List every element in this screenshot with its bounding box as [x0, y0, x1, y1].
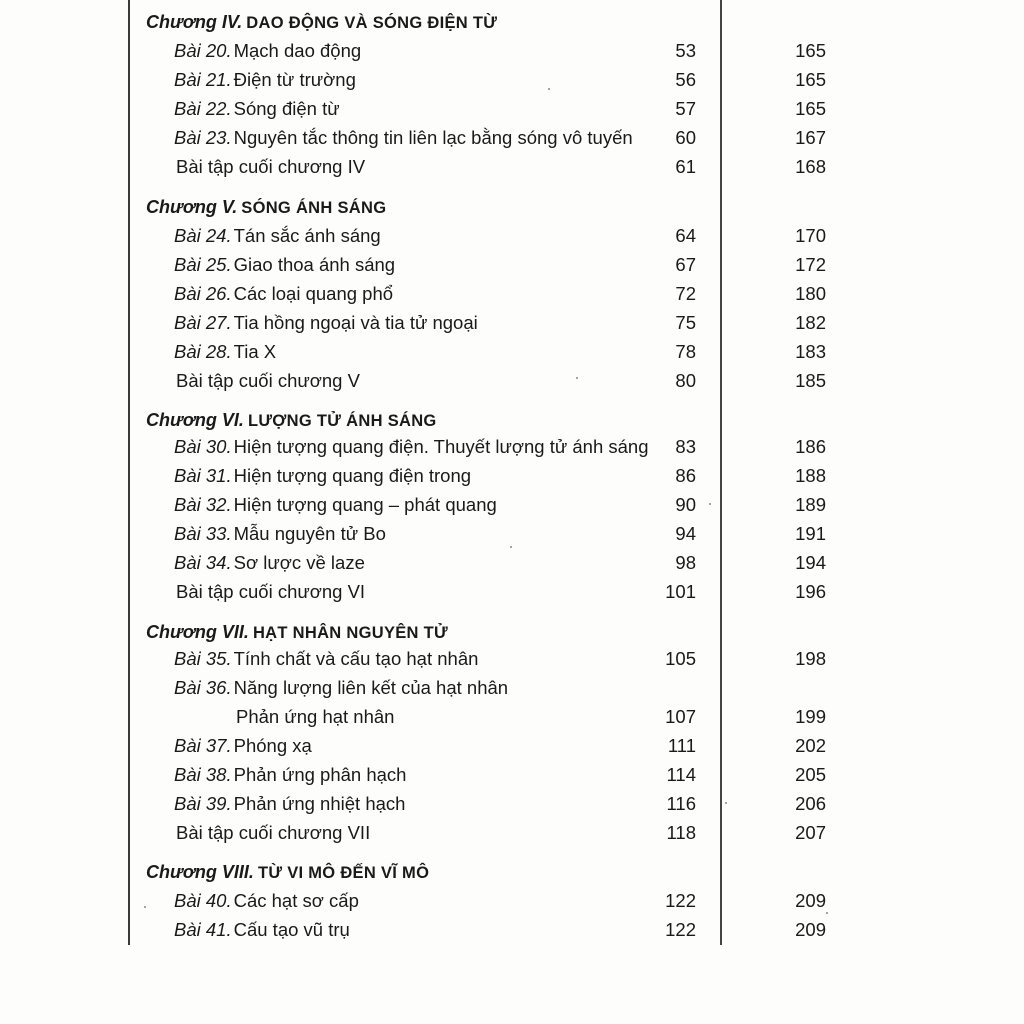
- chapter-heading[interactable]: [0, 406, 1024, 434]
- lesson-entry: [174, 367, 360, 395]
- scan-speck: [144, 906, 146, 908]
- solution-page-number: 172: [795, 254, 826, 275]
- lesson-number: Bài 28.: [174, 341, 232, 362]
- problem-page-number: 61: [675, 156, 696, 177]
- lesson-title: Hiện tượng quang – phát quang: [233, 494, 497, 515]
- chapter-exercises-row[interactable]: [0, 578, 1024, 606]
- chapter-label: Chương VI. LƯỢNG TỬ ÁNH SÁNG: [146, 410, 437, 430]
- lesson-entry: [174, 520, 386, 548]
- lesson-title: Sơ lược về laze: [233, 552, 365, 573]
- chapter-label: Chương VII. HẠT NHÂN NGUYÊN TỬ: [146, 622, 449, 642]
- lesson-entry: [174, 66, 356, 94]
- lesson-row[interactable]: [0, 338, 1024, 366]
- chapter-title: SÓNG ÁNH SÁNG: [241, 199, 387, 217]
- lesson-entry: [174, 95, 340, 123]
- solution-page-number: 198: [795, 648, 826, 669]
- chapter-title: HẠT NHÂN NGUYÊN TỬ: [252, 624, 449, 642]
- lesson-number: Bài 24.: [174, 225, 232, 246]
- lesson-title: Phản ứng phân hạch: [233, 764, 407, 785]
- lesson-entry: [174, 916, 350, 944]
- lesson-title: Bài tập cuối chương VI: [176, 581, 366, 602]
- lesson-row[interactable]: [0, 251, 1024, 279]
- lesson-entry: [174, 790, 405, 818]
- solution-page-number: 207: [795, 822, 826, 843]
- chapter-title: DAO ĐỘNG VÀ SÓNG ĐIỆN TỪ: [246, 14, 498, 32]
- lesson-entry: [174, 645, 478, 673]
- lesson-entry: [174, 732, 312, 760]
- lesson-title: Hiện tượng quang điện. Thuyết lượng tử ánh sáng: [233, 436, 649, 457]
- lesson-entry: [174, 338, 276, 366]
- lesson-title: Tia X: [233, 341, 277, 362]
- lesson-title: Tia hồng ngoại và tia tử ngoại: [233, 312, 478, 333]
- problem-page-number: 86: [675, 465, 696, 486]
- lesson-title: Điện từ trường: [233, 69, 356, 90]
- lesson-row[interactable]: [0, 222, 1024, 250]
- lesson-number: Bài 20.: [174, 40, 232, 61]
- chapter-title: TỪ VI MÔ ĐẾN VĨ MÔ: [257, 864, 430, 882]
- lesson-number: Bài 23.: [174, 127, 232, 148]
- lesson-title: Sóng điện từ: [233, 98, 340, 119]
- problem-page-number: 118: [666, 822, 696, 843]
- lesson-number: Bài 36.: [174, 677, 232, 698]
- lesson-number: Bài 41.: [174, 919, 232, 940]
- lesson-entry: [174, 819, 370, 847]
- lesson-title: Mẫu nguyên tử Bo: [233, 523, 386, 544]
- lesson-number: Bài 21.: [174, 69, 232, 90]
- solution-page-number: 209: [795, 919, 826, 940]
- lesson-row[interactable]: [0, 66, 1024, 94]
- problem-page-number: 98: [675, 552, 696, 573]
- lesson-entry: [174, 549, 365, 577]
- solution-page-number: 165: [795, 40, 826, 61]
- solution-page-number: 205: [795, 764, 826, 785]
- lesson-row[interactable]: [0, 37, 1024, 65]
- problem-page-number: 78: [675, 341, 696, 362]
- lesson-title: Bài tập cuối chương VII: [176, 822, 371, 843]
- lesson-number: Bài 34.: [174, 552, 232, 573]
- lesson-entry: [174, 578, 365, 606]
- lesson-number: Bài 27.: [174, 312, 232, 333]
- lesson-title: Năng lượng liên kết của hạt nhân: [233, 677, 509, 698]
- lesson-entry: [174, 491, 497, 519]
- lesson-row[interactable]: [0, 645, 1024, 673]
- solution-page-number: 165: [795, 98, 826, 119]
- lesson-entry: [174, 887, 359, 915]
- solution-page-number: 209: [795, 890, 826, 911]
- lesson-number: Bài 33.: [174, 523, 232, 544]
- lesson-entry: [174, 433, 649, 461]
- chapter-heading[interactable]: [0, 193, 1024, 221]
- chapter-heading[interactable]: [0, 8, 1024, 36]
- chapter-exercises-row[interactable]: [0, 367, 1024, 395]
- scan-speck: [725, 802, 727, 804]
- problem-page-number: 72: [675, 283, 696, 304]
- lesson-row[interactable]: [0, 124, 1024, 152]
- lesson-row[interactable]: [0, 732, 1024, 760]
- lesson-row[interactable]: [0, 520, 1024, 548]
- lesson-row[interactable]: [0, 491, 1024, 519]
- lesson-entry: [174, 280, 393, 308]
- lesson-title-continued: Phản ứng hạt nhân: [236, 706, 395, 727]
- scan-speck: [709, 503, 711, 505]
- lesson-number: Bài 32.: [174, 494, 232, 515]
- lesson-entry: [174, 251, 395, 279]
- problem-page-number: 64: [675, 225, 696, 246]
- solution-page-number: 185: [795, 370, 826, 391]
- solution-page-number: 167: [795, 127, 826, 148]
- problem-page-number: 114: [666, 764, 696, 785]
- lesson-row[interactable]: [0, 95, 1024, 123]
- problem-page-number: 94: [675, 523, 696, 544]
- lesson-entry: [174, 153, 365, 181]
- lesson-title: Tính chất và cấu tạo hạt nhân: [233, 648, 479, 669]
- solution-page-number: 199: [795, 706, 826, 727]
- lesson-entry: [174, 309, 478, 337]
- problem-page-number: 122: [665, 890, 696, 911]
- lesson-row[interactable]: [0, 674, 1024, 702]
- lesson-number: Bài 39.: [174, 793, 232, 814]
- solution-page-number: 206: [795, 793, 826, 814]
- solution-page-number: 188: [795, 465, 826, 486]
- lesson-title: Hiện tượng quang điện trong: [233, 465, 472, 486]
- lesson-entry: [174, 124, 633, 152]
- lesson-number: Bài 40.: [174, 890, 232, 911]
- lesson-row[interactable]: [0, 280, 1024, 308]
- lesson-number: Bài 38.: [174, 764, 232, 785]
- problem-page-number: 57: [675, 98, 696, 119]
- lesson-title: Tán sắc ánh sáng: [233, 225, 381, 246]
- lesson-row[interactable]: [0, 549, 1024, 577]
- lesson-row[interactable]: [0, 887, 1024, 915]
- scan-speck: [510, 546, 512, 548]
- lesson-row[interactable]: [0, 761, 1024, 789]
- lesson-entry: [174, 462, 471, 490]
- lesson-entry: [174, 761, 406, 789]
- solution-page-number: 191: [795, 523, 826, 544]
- problem-page-number: 83: [675, 436, 696, 457]
- solution-page-number: 168: [795, 156, 826, 177]
- solution-page-number: 180: [795, 283, 826, 304]
- solution-page-number: 189: [795, 494, 826, 515]
- solution-page-number: 196: [795, 581, 826, 602]
- solution-page-number: 183: [795, 341, 826, 362]
- lesson-number: Bài 35.: [174, 648, 232, 669]
- lesson-row[interactable]: [0, 462, 1024, 490]
- problem-page-number: 75: [675, 312, 696, 333]
- lesson-row-continued[interactable]: [0, 703, 1024, 731]
- lesson-entry: [174, 222, 381, 250]
- lesson-title: Phóng xạ: [233, 735, 312, 756]
- chapter-label: Chương V. SÓNG ÁNH SÁNG: [146, 197, 387, 217]
- lesson-title: Nguyên tắc thông tin liên lạc bằng sóng vô tuyến: [233, 127, 633, 148]
- lesson-row[interactable]: [0, 790, 1024, 818]
- chapter-exercises-row[interactable]: [0, 819, 1024, 847]
- problem-page-number: 111: [667, 735, 696, 756]
- problem-page-number: 107: [665, 706, 696, 727]
- problem-page-number: 101: [665, 581, 696, 602]
- lesson-number: Bài 37.: [174, 735, 232, 756]
- solution-page-number: 165: [795, 69, 826, 90]
- lesson-row[interactable]: [0, 433, 1024, 461]
- lesson-row[interactable]: [0, 309, 1024, 337]
- solution-page-number: 202: [795, 735, 826, 756]
- lesson-number: Bài 26.: [174, 283, 232, 304]
- problem-page-number: 105: [665, 648, 696, 669]
- lesson-title: Phản ứng nhiệt hạch: [233, 793, 406, 814]
- lesson-row[interactable]: [0, 916, 1024, 944]
- lesson-title: Bài tập cuối chương IV: [176, 156, 366, 177]
- lesson-title: Cấu tạo vũ trụ: [233, 919, 350, 940]
- problem-page-number: 60: [675, 127, 696, 148]
- scan-speck: [576, 377, 578, 379]
- lesson-title: Mạch dao động: [233, 40, 362, 61]
- problem-page-number: 67: [675, 254, 696, 275]
- lesson-entry: [174, 674, 508, 702]
- lesson-entry: [174, 37, 361, 65]
- lesson-title: Giao thoa ánh sáng: [233, 254, 396, 275]
- lesson-title: Các hạt sơ cấp: [233, 890, 359, 911]
- problem-page-number: 53: [675, 40, 696, 61]
- chapter-label: Chương VIII. TỪ VI MÔ ĐẾN VĨ MÔ: [146, 862, 430, 882]
- solution-page-number: 186: [795, 436, 826, 457]
- lesson-title: Các loại quang phổ: [233, 283, 394, 304]
- lesson-number: Bài 30.: [174, 436, 232, 457]
- lesson-number: Bài 22.: [174, 98, 232, 119]
- problem-page-number: 90: [675, 494, 696, 515]
- scan-speck: [826, 912, 828, 914]
- problem-page-number: 122: [665, 919, 696, 940]
- scan-speck: [548, 88, 550, 90]
- solution-page-number: 182: [795, 312, 826, 333]
- problem-page-number: 56: [675, 69, 696, 90]
- solution-page-number: 194: [795, 552, 826, 573]
- lesson-title: Bài tập cuối chương V: [176, 370, 360, 391]
- solution-page-number: 170: [795, 225, 826, 246]
- problem-page-number: 116: [666, 793, 696, 814]
- chapter-heading[interactable]: [0, 858, 1024, 886]
- problem-page-number: 80: [675, 370, 696, 391]
- chapter-heading[interactable]: [0, 618, 1024, 646]
- chapter-title: LƯỢNG TỬ ÁNH SÁNG: [247, 412, 437, 430]
- chapter-label: Chương IV. DAO ĐỘNG VÀ SÓNG ĐIỆN TỪ: [146, 12, 498, 32]
- chapter-exercises-row[interactable]: [0, 153, 1024, 181]
- lesson-number: Bài 25.: [174, 254, 232, 275]
- lesson-number: Bài 31.: [174, 465, 232, 486]
